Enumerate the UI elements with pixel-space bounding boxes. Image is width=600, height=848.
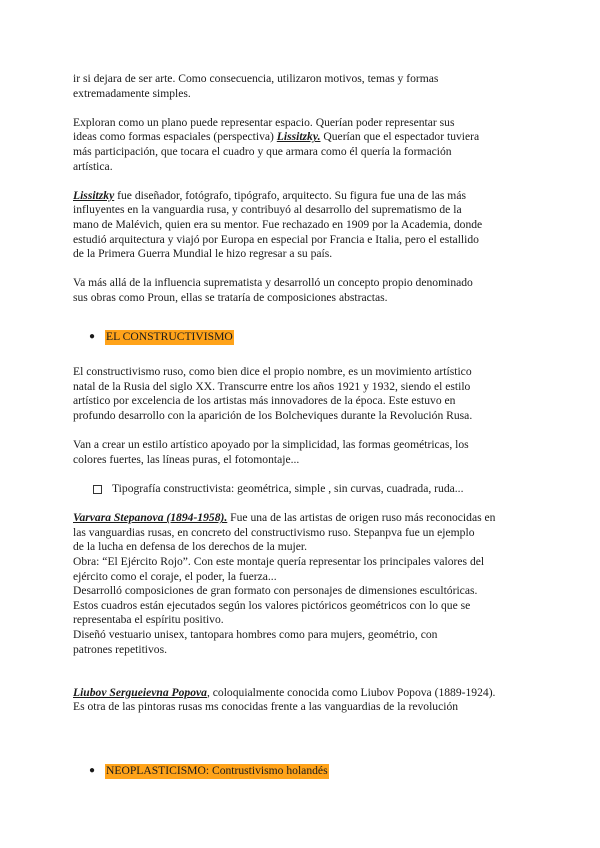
heading-constructivismo xyxy=(89,330,533,345)
paragraph-popova: Liubov Sergueievna Popova, coloquialmente conocida como Liubov Popova (1889-1924). Es otra de las pintoras rusas ms conocidas frente a las vanguardias de la revolución xyxy=(73,685,496,714)
heading-highlight: NEOPLASTICISMO: Contrustivismo holandés xyxy=(106,764,328,778)
heading-highlight: EL CONSTRUCTIVISMO xyxy=(106,330,233,344)
lissitzky-name: Lissitzky xyxy=(73,188,115,202)
bullet-dot-icon: ● xyxy=(89,765,96,777)
stepanova-name: Varvara Stepanova (1894-1958). xyxy=(73,511,228,525)
paragraph-estilo: Van a crear un estilo artístico apoyado por la simplicidad, las formas geométricas, los colores fuertes, las líneas puras, el fotomontaje... xyxy=(73,438,469,466)
checkbox-item-tipografia: Tipografía constructivista: geométrica, simple , sin curvas, cuadrada, ruda... xyxy=(93,482,533,497)
heading-neoplasticismo xyxy=(89,764,533,779)
checkbox-icon[interactable] xyxy=(93,485,102,494)
paragraph-constructivismo: El constructivismo ruso, como bien dice el propio nombre, es un movimiento artístico natal de la Rusia del siglo XX. Transcurre entre los años 1921 y 1932, siendo el estilo artístico por excelencia de los artistas más innovadores de la época. Este estuvo en profundo desarrollo con la aparición de los Bolcheviques durante la Revolución Rusa. xyxy=(73,365,473,423)
bullet-dot-icon: ● xyxy=(89,331,96,343)
paragraph-lissitzky: Lissitzky fue diseñador, fotógrafo, tipógrafo, arquitecto. Su figura fue una de las más influyentes en la vanguardia rusa, y contribuyó al desarrollo del suprematismo de la mano de Malévich, quien era su mentor. Fue rechazado en 1909 por la Academia, donde estudió arquitectura y viajó por Europa en especial por Francia e Italia, pero el estallido de la Primera Guerra Mundial le hizo regresar a su país. xyxy=(73,188,483,261)
paragraph-intro: ir si dejara de ser arte. Como consecuencia, utilizaron motivos, temas y formas extremadamente simples. xyxy=(73,72,439,100)
paragraph-space: Exploran como un plano puede representar espacio. Querían poder representar sus ideas como formas espaciales (perspectiva) Lissitzky. Querían que el espectador tuviera más participación, que tocara el cuadro y que armara como él quería la formación artística. xyxy=(73,115,480,173)
lissitzky-emphasis: Lissitzky. xyxy=(276,130,321,144)
popova-name: Liubov Sergueievna Popova xyxy=(73,685,207,699)
paragraph-proun: Va más allá de la influencia suprematista y desarrolló un concepto propio denominado sus obras como Proun, ellas se trataría de composiciones abstractas. xyxy=(73,276,473,304)
paragraph-stepanova: Varvara Stepanova (1894-1958). Fue una de las artistas de origen ruso más reconocidas en las vanguardias rusas, en concreto del constructivismo ruso. Stepanpva fue un ejemplo de la lucha en defensa de los derechos de la mujer. Obra: “El Ejército Rojo”. Con este montaje quería representar los principales valores del ejército como el coraje, el poder, la fuerza... Desarrolló composiciones de gran formato con personajes de dimensiones escultóricas. Estos cuadros están ejecutados según los valores pictóricos geométricos con lo que se representaba el espíritu positivo. Diseñó vestuario unisex, tantopara hombres como para mujers, geométrio, con patrones repetitivos. xyxy=(73,511,496,656)
document-page xyxy=(73,72,533,779)
